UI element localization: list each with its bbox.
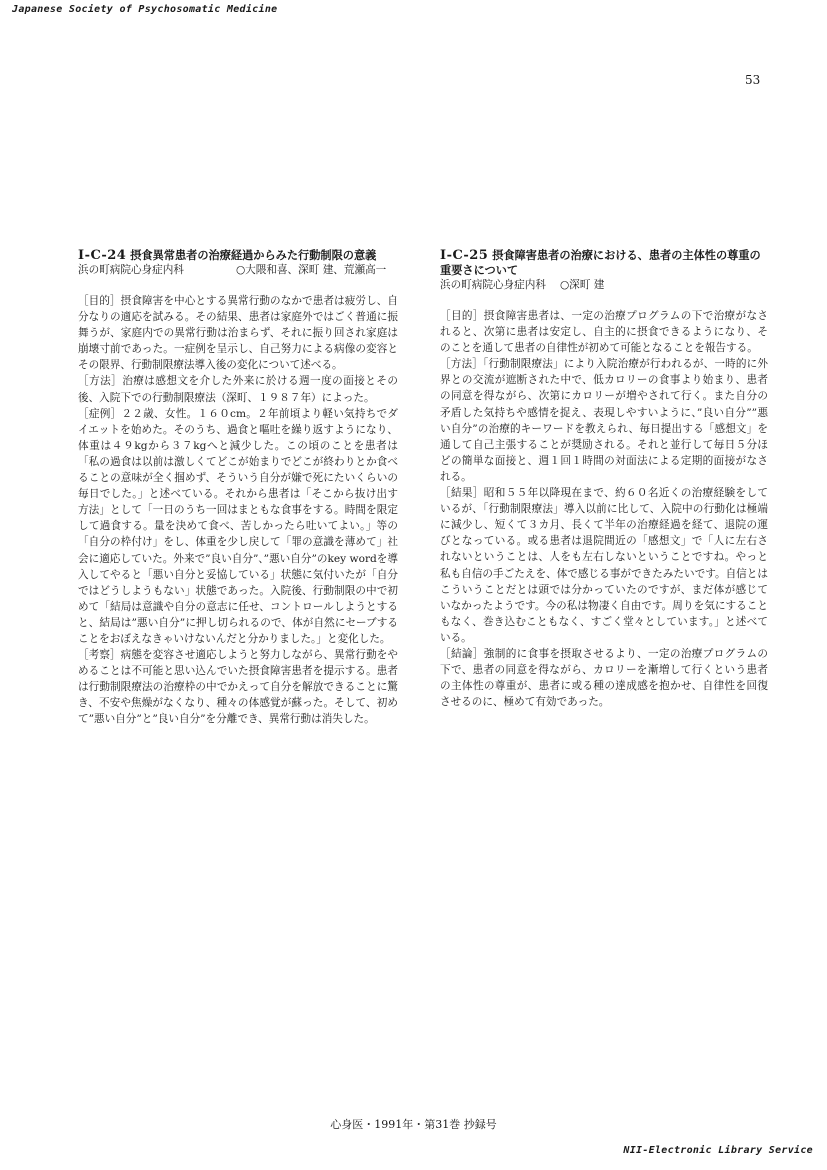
abstract-ic25 <box>440 248 768 710</box>
abstract-title-text: 摂食異常患者の治療経過からみた行動制限の意義 <box>130 248 377 262</box>
abstract-title <box>78 248 398 263</box>
service-footer: NII-Electronic Library Service <box>623 1145 813 1156</box>
affiliation: 浜の町病院心身症内科 <box>78 264 184 276</box>
abstract-title-text: 摂食障害患者の治療における、患者の主体性の尊重の重要さについて <box>440 248 761 277</box>
authors: ○深町 建 <box>559 279 605 291</box>
abstract-affiliation-line <box>78 263 398 278</box>
affiliation: 浜の町病院心身症内科 <box>440 279 546 291</box>
paragraph-method: ［方法］治療は感想文を介した外来に於ける週一度の面接とその後、入院下での行動制限療法（深町、１９８７年）によった。 <box>78 375 398 404</box>
abstract-body <box>440 308 768 710</box>
abstract-title <box>440 248 768 278</box>
abstract-ic24 <box>78 248 398 728</box>
paragraph-result: ［結果］昭和５５年以降現在まで、約６０名近くの治療経験をしているが、「行動制限療法」導入以前に比して、入院中の行動化は極端に減少し、短くて３カ月、長くて半年の治療経過を経て、退院の運びとなっている。或る患者は退院間近の「感想文」で「人に左右されないということは、人をも左右しないということですね。やっと私も自信の手ごたえを、体で感じる事ができたみたいです。自信とはこういうことだとは頭では分かっていたのですが、まだ体が感じていなかったようです。今の私は物凄く自由です。周りを気にすることもなく、巻き込むこともなく、すごく堂々としています。」と述べている。 <box>440 487 768 644</box>
paragraph-purpose: ［目的］摂食障害患者は、一定の治療プログラムの下で治療がなされると、次第に患者は安定し、自主的に摂食できるようになり、そのことを通して患者の自律性が初めて可能となることを報告する。 <box>440 310 768 355</box>
abstract-body <box>78 293 398 728</box>
society-header: Japanese Society of Psychosomatic Medicine <box>12 4 278 15</box>
paragraph-discussion: ［考察］病態を変容させ適応しようと努力しながら、異常行動をやめることは不可能と思い込んでいた摂食障害患者を提示する。患者は行動制限療法の治療枠の中でかえって自分を解放できることに驚き、不安や焦燥がなくなり、種々の体感覚が蘇った。そして、初めて”悪い自分”と”良い自分”を分離でき、異常行動は消失した。 <box>78 649 398 726</box>
page-number: 53 <box>745 73 761 87</box>
abstract-code: I-C-25 <box>440 248 489 263</box>
authors: ○大隈和喜、深町 建、荒瀬高一 <box>235 264 387 276</box>
paragraph-conclusion: ［結論］強制的に食事を摂取させるより、一定の治療プログラムの下で、患者の同意を得ながら、カロリーを漸増して行くという患者の主体性の尊重が、患者に或る種の達成感を抱かせ、自律性を回復させるのに、極めて有効であった。 <box>440 647 768 709</box>
abstract-code: I-C-24 <box>78 248 127 263</box>
abstract-affiliation-line <box>440 278 768 293</box>
journal-footer: 心身医・1991年・第31巻 抄録号 <box>330 1118 497 1131</box>
paragraph-case: ［症例］２２歳、女性。１６０cm。２年前頃より軽い気持ちでダイエットを始めた。そのうち、過食と嘔吐を繰り返すようになり、体重は４９kgから３７kgへと減少した。この頃のことを患者は「私の過食は以前は激しくてどこが始まりでどこが終わりとか食べることの意味が全く掴めず、そういう自分が嫌で死にたいくらいの毎日でした。」と述べている。それから患者は「そこから抜け出す方法」として「一日のうち一回はまともな食事をする。時間を限定して過食する。量を決めて食べ、苦しかったら吐いてよい。」等の「自分の枠付け」をし、体重を少し戻して「罪の意識を薄めて」社会に適応していた。外来で”良い自分”、”悪い自分”のkey wordを導入してやると「悪い自分と妥協している」状態に気付いたが「自分ではどうしようもない」状態であった。入院後、行動制限の中で初めて「結局は意識や自分の意志に任せ、コントロールしようとすると、結局は”悪い自分”に押し切られるので、体が自然にセーブすることをおぼえなきゃいけないんだと分かりました。」と変化した。 <box>78 407 398 645</box>
paragraph-method: ［方法］「行動制限療法」により入院治療が行われるが、一時的に外界との交流が遮断された中で、低カロリーの食事より始まり、患者の同意を得ながら、次第にカロリーが増やされて行く。また自分の矛盾した気持ちや感情を捉え、表現しやすいように、”良い自分””悪い自分”の治療的キーワードを教えられ、毎日提出する「感想文」を通して自己主張することが奨励される。それと並行して毎日５分ほどの簡単な面接と、週１回１時間の対面法による定期的面接がなされる。 <box>440 358 768 483</box>
paragraph-purpose: ［目的］摂食障害を中心とする異常行動のなかで患者は疲労し、自分なりの適応を試みる。その結果、患者は家庭外ではごく普通に振舞うが、家庭内での異常行動は治まらず、それに振り回され家庭は崩壊寸前であった。一症例を呈示し、自己努力による病像の変容とその限界、行動制限療法導入後の変化について述べる。 <box>78 295 398 372</box>
